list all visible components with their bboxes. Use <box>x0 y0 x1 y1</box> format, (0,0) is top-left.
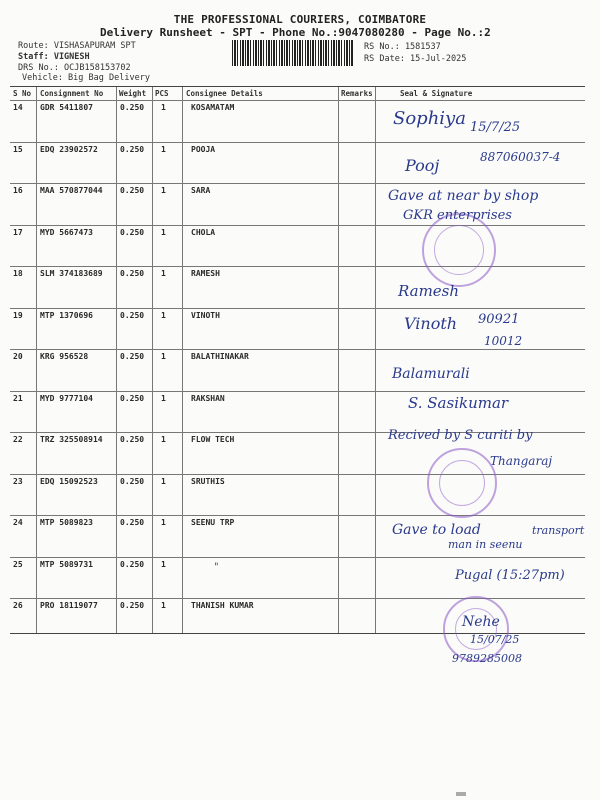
cell-sno: 23 <box>13 476 23 486</box>
cell-sno: 18 <box>13 269 23 278</box>
cell-consignment-no: MYD 9777104 <box>40 393 93 403</box>
cell-pcs: 1 <box>161 518 166 527</box>
cell-weight: 0.250 <box>120 144 145 154</box>
cell-pcs: 1 <box>161 144 166 154</box>
table-row <box>10 228 585 267</box>
row-divider <box>10 598 585 599</box>
cell-sno: 24 <box>13 518 23 527</box>
handwritten-note: Gave at near by shop <box>388 188 539 204</box>
handwritten-number: 90921 <box>478 312 520 327</box>
row-divider <box>10 557 585 558</box>
cell-sno: 26 <box>13 601 23 610</box>
cell-sno: 16 <box>13 186 23 195</box>
row-divider <box>10 100 585 101</box>
cell-weight: 0.250 <box>120 186 145 195</box>
table-row <box>10 477 585 516</box>
cell-weight: 0.250 <box>120 310 145 320</box>
cell-weight: 0.250 <box>120 476 145 486</box>
rs-number: RS No.: 1581537 <box>364 42 441 52</box>
header-remarks: Remarks <box>341 89 373 98</box>
cell-consignee: RAMESH <box>191 269 220 278</box>
handwritten-note: Gave to load <box>392 522 481 538</box>
runsheet-title: THE PROFESSIONAL COURIERS, COIMBATORE <box>173 13 427 26</box>
cell-consignee: RAKSHAN <box>191 393 225 403</box>
cell-pcs: 1 <box>161 435 166 444</box>
handwritten-signature: Ramesh <box>398 282 460 300</box>
staff-label: Staff: VIGNESH <box>18 52 90 62</box>
row-divider <box>10 183 585 184</box>
handwritten-phone: 887060037-4 <box>480 150 561 164</box>
cell-sno: 14 <box>13 103 23 112</box>
handwritten-signature: Pooj <box>405 156 440 175</box>
header-sno: S No <box>13 89 32 98</box>
handwritten-mark: " <box>214 562 219 573</box>
runsheet-subtitle: Delivery Runsheet - SPT - Phone No.:9047080280 - Page No.:2 <box>100 26 491 39</box>
cell-consignee: FLOW TECH <box>191 435 235 444</box>
barcode <box>232 40 354 66</box>
cell-consignment-no: GDR 5411807 <box>40 103 93 112</box>
route-label: Route: VISHASAPURAM SPT <box>18 41 136 51</box>
handwritten-note: transport <box>532 524 585 537</box>
cell-pcs: 1 <box>161 352 166 361</box>
handwritten-date: 15/07/25 <box>470 633 520 646</box>
cell-consignee: SARA <box>191 186 211 195</box>
cell-sno: 21 <box>13 393 23 403</box>
cell-consignee: BALATHINAKAR <box>191 352 249 361</box>
company-seal-stamp <box>427 448 497 518</box>
handwritten-note: Pugal (15:27pm) <box>455 568 565 583</box>
row-divider <box>10 225 585 226</box>
header-pcs: PCS <box>155 89 169 98</box>
cell-consignment-no: SLM 374183689 <box>40 269 103 278</box>
cell-weight: 0.250 <box>120 435 145 444</box>
cell-consignee: THANISH KUMAR <box>191 601 254 610</box>
cell-consignment-no: TRZ 325508914 <box>40 435 103 444</box>
cell-consignment-no: MYD 5667473 <box>40 227 93 237</box>
cell-weight: 0.250 <box>120 103 145 112</box>
handwritten-note: GKR enterprises <box>403 208 512 223</box>
header-seal-signature: Seal & Signature <box>400 89 473 98</box>
cell-weight: 0.250 <box>120 352 145 361</box>
cell-consignee: KOSAMATAM <box>191 103 235 112</box>
rs-date: RS Date: 15-Jul-2025 <box>364 54 467 64</box>
handwritten-number: 10012 <box>484 334 523 348</box>
cell-pcs: 1 <box>161 103 166 112</box>
handwritten-note: Recived by S curiti by <box>388 428 533 443</box>
scan-artifact <box>456 792 466 796</box>
header-weight: Weight <box>119 89 147 98</box>
cell-pcs: 1 <box>161 559 166 569</box>
cell-consignee: POOJA <box>191 144 216 154</box>
cell-consignee: VINOTH <box>191 310 220 320</box>
cell-sno: 17 <box>13 227 23 237</box>
handwritten-note: man in seenu <box>448 538 523 551</box>
handwritten-signature: Balamurali <box>392 366 470 382</box>
row-divider <box>10 474 585 475</box>
cell-consignee: CHOLA <box>191 227 216 237</box>
row-divider <box>10 142 585 143</box>
cell-sno: 15 <box>13 144 23 154</box>
cell-weight: 0.250 <box>120 601 145 610</box>
row-divider <box>10 391 585 392</box>
table-row <box>10 352 585 391</box>
cell-weight: 0.250 <box>120 518 145 527</box>
handwritten-signature: S. Sasikumar <box>408 394 509 412</box>
cell-weight: 0.250 <box>120 393 145 403</box>
header-consignment: Consignment No <box>40 89 104 98</box>
cell-pcs: 1 <box>161 186 166 195</box>
cell-pcs: 1 <box>161 310 166 320</box>
cell-pcs: 1 <box>161 227 166 237</box>
cell-sno: 19 <box>13 310 23 320</box>
cell-weight: 0.250 <box>120 227 145 237</box>
cell-consignment-no: KRG 956528 <box>40 352 89 361</box>
cell-weight: 0.250 <box>120 269 145 278</box>
company-seal-stamp <box>422 213 496 287</box>
cell-sno: 22 <box>13 435 23 444</box>
handwritten-note: Thangaraj <box>490 454 553 468</box>
cell-sno: 25 <box>13 559 23 569</box>
handwritten-phone: 9789285008 <box>452 652 522 665</box>
cell-consignment-no: MTP 1370696 <box>40 310 93 320</box>
cell-consignment-no: PRO 18119077 <box>40 601 98 610</box>
cell-consignee: SEENU TRP <box>191 518 235 527</box>
cell-sno: 20 <box>13 352 23 361</box>
row-divider <box>10 515 585 516</box>
vehicle-label: Vehicle: Big Bag Delivery <box>22 73 150 83</box>
cell-pcs: 1 <box>161 476 166 486</box>
runsheet-table <box>10 86 585 634</box>
row-divider <box>10 349 585 350</box>
cell-consignment-no: EDQ 15092523 <box>40 476 98 486</box>
handwritten-signature: Nehe <box>462 614 500 630</box>
cell-consignee: SRUTHIS <box>191 476 225 486</box>
cell-pcs: 1 <box>161 601 166 610</box>
row-divider <box>10 266 585 267</box>
table-row <box>10 269 585 308</box>
row-divider <box>10 308 585 309</box>
cell-consignment-no: EDQ 23902572 <box>40 144 98 154</box>
handwritten-date: 15/7/25 <box>470 120 521 135</box>
handwritten-signature: Sophiya <box>393 108 466 129</box>
cell-pcs: 1 <box>161 393 166 403</box>
cell-consignment-no: MAA 570877044 <box>40 186 103 195</box>
drs-number: DRS No.: OCJB158153702 <box>18 63 131 73</box>
cell-consignment-no: MTP 5089731 <box>40 559 93 569</box>
cell-pcs: 1 <box>161 269 166 278</box>
cell-consignment-no: MTP 5089823 <box>40 518 93 527</box>
header-consignee: Consignee Details <box>186 89 263 98</box>
cell-weight: 0.250 <box>120 559 145 569</box>
handwritten-signature: Vinoth <box>404 314 458 333</box>
